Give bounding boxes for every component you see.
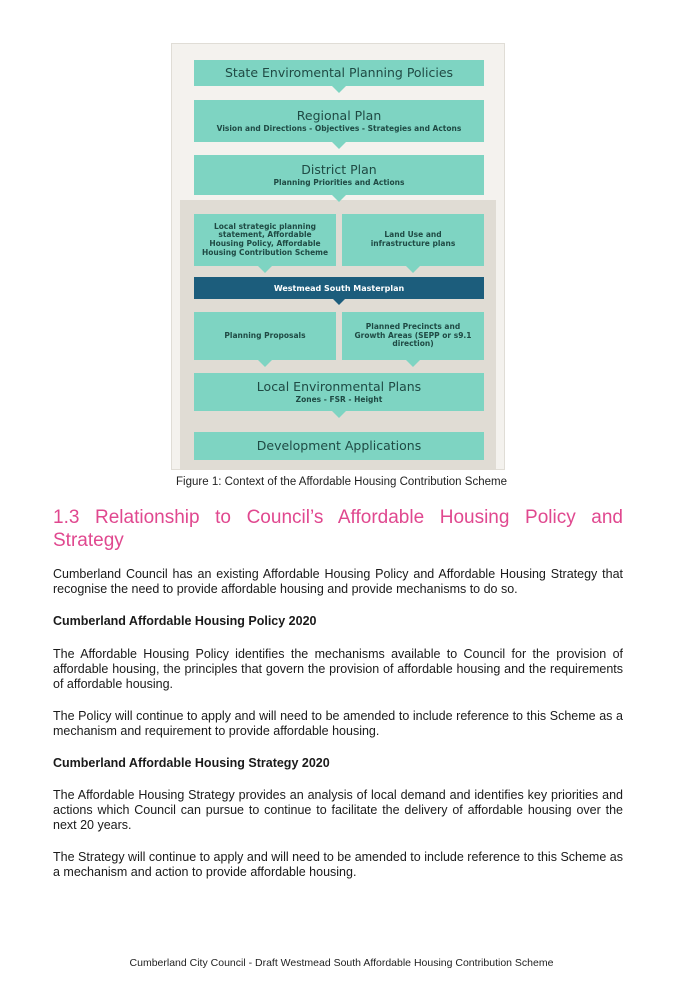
planned-precincts-box bbox=[342, 312, 484, 360]
policy-paragraph-1: The Affordable Housing Policy identifies the mechanisms available to Council for the provision of affordable housing, the principles that govern the provision of affordable housing and the requirements of affordable housing. bbox=[53, 647, 623, 692]
land-use-label: Land Use and infrastructure plans bbox=[370, 230, 456, 248]
planning-proposals-box bbox=[194, 312, 336, 360]
sepp-box bbox=[194, 60, 484, 86]
lep-box bbox=[194, 373, 484, 411]
planned-precincts-label: Planned Precincts and Growth Areas (SEPP or s9.1 direction) bbox=[354, 322, 472, 349]
masterplan-label: Westmead South Masterplan bbox=[273, 283, 405, 293]
figure-caption: Figure 1: Context of the Affordable Housing Contribution Scheme bbox=[176, 476, 507, 488]
land-use-box bbox=[342, 214, 484, 266]
planning-hierarchy-figure bbox=[171, 43, 505, 470]
lep-title: Local Environmental Plans bbox=[256, 378, 422, 394]
district-plan-box bbox=[194, 155, 484, 195]
policy-paragraph-2: The Policy will continue to apply and will need to be amended to include reference to this Scheme as a mechanism and requirement to provide affordable housing. bbox=[53, 709, 623, 739]
planning-proposals-label: Planning Proposals bbox=[224, 330, 306, 340]
policy-subheading: Cumberland Affordable Housing Policy 2020 bbox=[53, 614, 317, 628]
regional-plan-subtitle: Vision and Directions - Objectives - Strategies and Actons bbox=[216, 123, 462, 133]
section-heading: 1.3 Relationship to Council’s Affordable Housing Policy and Strategy bbox=[53, 507, 623, 551]
page-footer: Cumberland City Council - Draft Westmead South Affordable Housing Contribution Scheme bbox=[129, 957, 554, 969]
strategy-subheading: Cumberland Affordable Housing Strategy 2020 bbox=[53, 756, 330, 770]
development-applications-box bbox=[194, 432, 484, 460]
masterplan-bar bbox=[194, 277, 484, 299]
intro-paragraph: Cumberland Council has an existing Affordable Housing Policy and Affordable Housing Strategy that recognise the need to provide affordable housing and provide mechanisms to do so. bbox=[53, 567, 623, 597]
local-statement-label: Local strategic planning statement, Affordable Housing Policy, Affordable Housing Contribution Scheme bbox=[201, 221, 329, 257]
lep-subtitle: Zones - FSR - Height bbox=[295, 394, 383, 404]
regional-plan-box bbox=[194, 100, 484, 142]
strategy-paragraph-2: The Strategy will continue to apply and will need to be amended to include reference to this Scheme as a mechanism and action to provide affordable housing. bbox=[53, 850, 623, 880]
sepp-label: State Enviromental Planning Policies bbox=[224, 64, 454, 80]
district-plan-title: District Plan bbox=[301, 161, 377, 177]
regional-plan-title: Regional Plan bbox=[296, 107, 382, 123]
development-applications-label: Development Applications bbox=[256, 437, 422, 453]
strategy-paragraph-1: The Affordable Housing Strategy provides an analysis of local demand and identifies key priorities and actions which Council can pursue to continue to facilitate the delivery of affordable housing over the next 20 years. bbox=[53, 788, 623, 833]
district-plan-subtitle: Planning Priorities and Actions bbox=[273, 177, 405, 187]
local-statement-box bbox=[194, 214, 336, 266]
